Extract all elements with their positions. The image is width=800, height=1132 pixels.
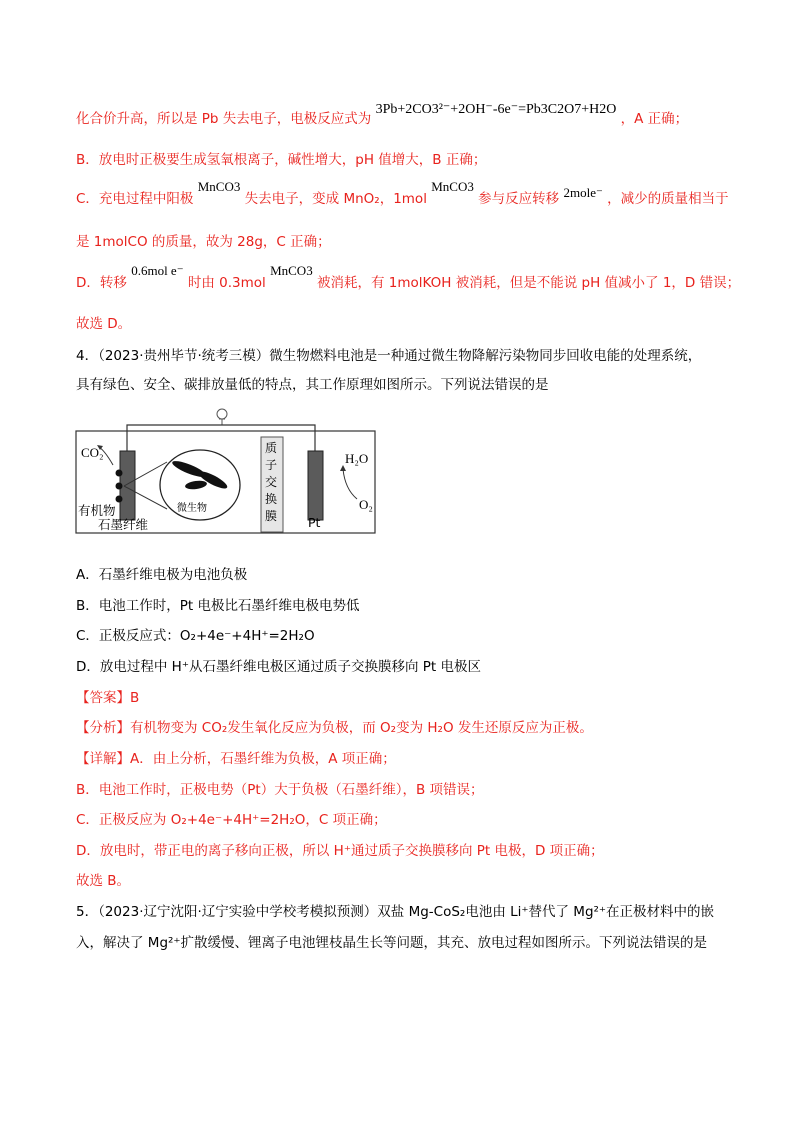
solution-line-a bbox=[76, 102, 689, 129]
detail-line-d: D．放电时，带正电的离子移向正极，所以 H⁺通过质子交换膜移向 Pt 电极，D 项正确； bbox=[76, 843, 604, 859]
answer-line: 【答案】B bbox=[76, 690, 140, 706]
microbe-label: 微生物 bbox=[177, 503, 207, 514]
solution-d-text3: 被消耗，有 1molKOH 被消耗，但是不能说 pH 值减小了 1，D 错误； bbox=[317, 275, 741, 291]
option-c: C．正极反应式：O₂+4e⁻+4H⁺=2H₂O bbox=[76, 628, 315, 644]
analysis-line: 【分析】有机物变为 CO₂发生氧化反应为负极，而 O₂变为 H₂O 发生还原反应为正极。 bbox=[76, 720, 593, 736]
option-d: D．放电过程中 H⁺从石墨纤维电极区通过质子交换膜移向 Pt 电极区 bbox=[76, 659, 481, 675]
h2o-label: H₂O bbox=[345, 451, 369, 466]
option-a: A．石墨纤维电极为电池负极 bbox=[76, 567, 248, 583]
solution-line-b: B．放电时正极要生成氢氧根离子，碱性增大，pH 值增大，B 正确； bbox=[76, 152, 487, 168]
fuel-cell-diagram bbox=[75, 407, 377, 535]
detail-line-c: C．正极反应为 O₂+4e⁻+4H⁺=2H₂O，C 项正确； bbox=[76, 812, 387, 828]
organic-matter-label: 有机物 bbox=[78, 503, 116, 518]
proton-exchange-membrane-label bbox=[265, 440, 277, 525]
detail-line-a: 【详解】A．由上分析，石墨纤维为负极，A 项正确； bbox=[76, 751, 396, 767]
solution-c-text4: ，减少的质量相当于 bbox=[607, 191, 729, 207]
detail-line-b: B．电池工作时，正极电势（Pt）大于负极（石墨纤维），B 项错误； bbox=[76, 782, 484, 798]
o2-label: O₂ bbox=[359, 497, 373, 512]
membrane-char: 交 bbox=[265, 475, 278, 489]
solution-c-text2: 失去电子，变成 MnO₂，1mol bbox=[244, 191, 427, 207]
membrane-char: 子 bbox=[265, 458, 278, 472]
electron-transfer-formula: 2mole⁻ bbox=[563, 185, 603, 200]
solution-a-text: 化合价升高，所以是 Pb 失去电子，电极反应式为 bbox=[76, 111, 372, 127]
graphite-fiber-label: 石墨纤维 bbox=[98, 517, 149, 532]
electrode-reaction-formula: 3Pb+2CO3²⁻+2OH⁻-6e⁻=Pb3C2O7+H2O bbox=[375, 102, 617, 117]
mnco3-formula: MnCO3 bbox=[431, 179, 474, 194]
solution-line-c bbox=[76, 179, 729, 208]
solution-line-d bbox=[76, 263, 741, 292]
mnco3-formula: MnCO3 bbox=[197, 179, 241, 194]
question-5-stem-line2: 入，解决了 Mg²⁺扩散缓慢、锂离子电池锂枝晶生长等问题，其充、放电过程如图所示。下列说法错误的是 bbox=[76, 935, 708, 951]
electron-amount-formula: 0.6mol e⁻ bbox=[131, 263, 184, 278]
co2-label: CO₂ bbox=[81, 445, 104, 460]
question-4-conclusion: 故选 B。 bbox=[76, 873, 131, 889]
solution-a-verdict: ，A 正确； bbox=[620, 111, 689, 127]
question-4-stem-line1: 4．（2023·贵州毕节·统考三模）微生物燃料电池是一种通过微生物降解污染物同步回收电能的处理系统， bbox=[76, 348, 702, 364]
solution-d-text2: 时由 0.3mol bbox=[187, 275, 266, 291]
membrane-char: 换 bbox=[265, 492, 278, 506]
solution-line-c2: 是 1molCO 的质量，故为 28g，C 正确； bbox=[76, 234, 331, 250]
mnco3-formula: MnCO3 bbox=[270, 263, 313, 278]
option-b: B．电池工作时，Pt 电极比石墨纤维电极电势低 bbox=[76, 598, 360, 614]
membrane-char: 质 bbox=[265, 441, 278, 455]
question-5-stem-line1: 5．（2023·辽宁沈阳·辽宁实验中学校考模拟预测）双盐 Mg-CoS₂电池由 Li⁺替代了 Mg²⁺在正极材料中的嵌 bbox=[76, 904, 715, 920]
solution-3-conclusion: 故选 D。 bbox=[76, 316, 132, 332]
membrane-char: 膜 bbox=[265, 509, 278, 523]
pt-label: Pt bbox=[308, 515, 321, 530]
question-4-stem-line2: 具有绿色、安全、碳排放量低的特点，其工作原理如图所示。下列说法错误的是 bbox=[76, 377, 549, 393]
solution-c-text3: 参与反应转移 bbox=[478, 191, 560, 207]
solution-d-text1: D．转移 bbox=[76, 275, 127, 291]
solution-c-text1: C．充电过程中阳极 bbox=[76, 191, 194, 207]
